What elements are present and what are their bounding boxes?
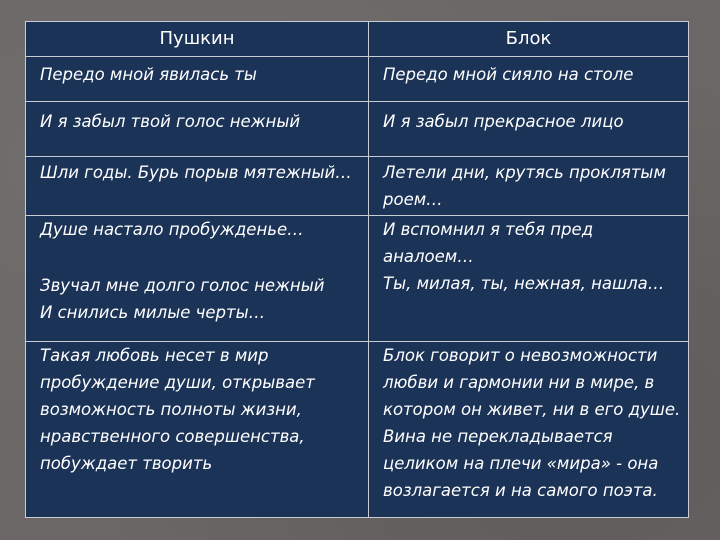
table-row [26,216,689,342]
blok-line: И вспомнил я тебя пред [383,220,594,239]
table-row [26,342,689,518]
blok-cell: Передо мной сияло на столе [369,57,689,102]
blok-cell [369,216,689,342]
pushkin-cell [26,342,369,518]
blok-cell [369,157,689,216]
blok-cell [369,342,689,518]
blok-line: Ты, милая, ты, нежная, нашла… [383,274,665,293]
table-header-row [26,22,689,57]
blok-cell: И я забыл прекрасное лицо [369,102,689,157]
pushkin-line: Такая любовь несет в мир [40,346,269,365]
blok-line: Вина не перекладывается [383,427,613,446]
table-row [26,157,689,216]
pushkin-cell: Шли годы. Бурь порыв мятежный… [26,157,369,216]
pushkin-line: Звучал мне долго голос нежный [40,276,325,295]
blok-line: котором он живет, ни в его душе. [383,400,681,419]
header-pushkin: Пушкин [26,22,369,57]
blok-line: Блок говорит о невозможности [383,346,658,365]
table-row [26,102,689,157]
pushkin-line: побуждает творить [40,454,213,473]
blok-line: возлагается и на самого поэта. [383,481,658,500]
blok-line: роем… [383,190,443,209]
pushkin-cell: Передо мной явилась ты [26,57,369,102]
blok-line: аналоем… [383,247,474,266]
pushkin-line: возможность полноты жизни, [40,400,302,419]
pushkin-line: пробуждение души, открывает [40,373,315,392]
pushkin-line: Душе настало пробужденье… [40,220,304,239]
pushkin-line: И снились милые черты… [40,303,266,322]
comparison-table [25,21,689,518]
pushkin-cell [26,216,369,342]
blok-line: Летели дни, крутясь проклятым [383,163,666,182]
pushkin-cell: И я забыл твой голос нежный [26,102,369,157]
blok-line: любви и гармонии ни в мире, в [383,373,655,392]
blok-line: целиком на плечи «мира» - она [383,454,659,473]
header-blok: Блок [369,22,689,57]
table-row [26,57,689,102]
pushkin-line: нравственного совершенства, [40,427,305,446]
